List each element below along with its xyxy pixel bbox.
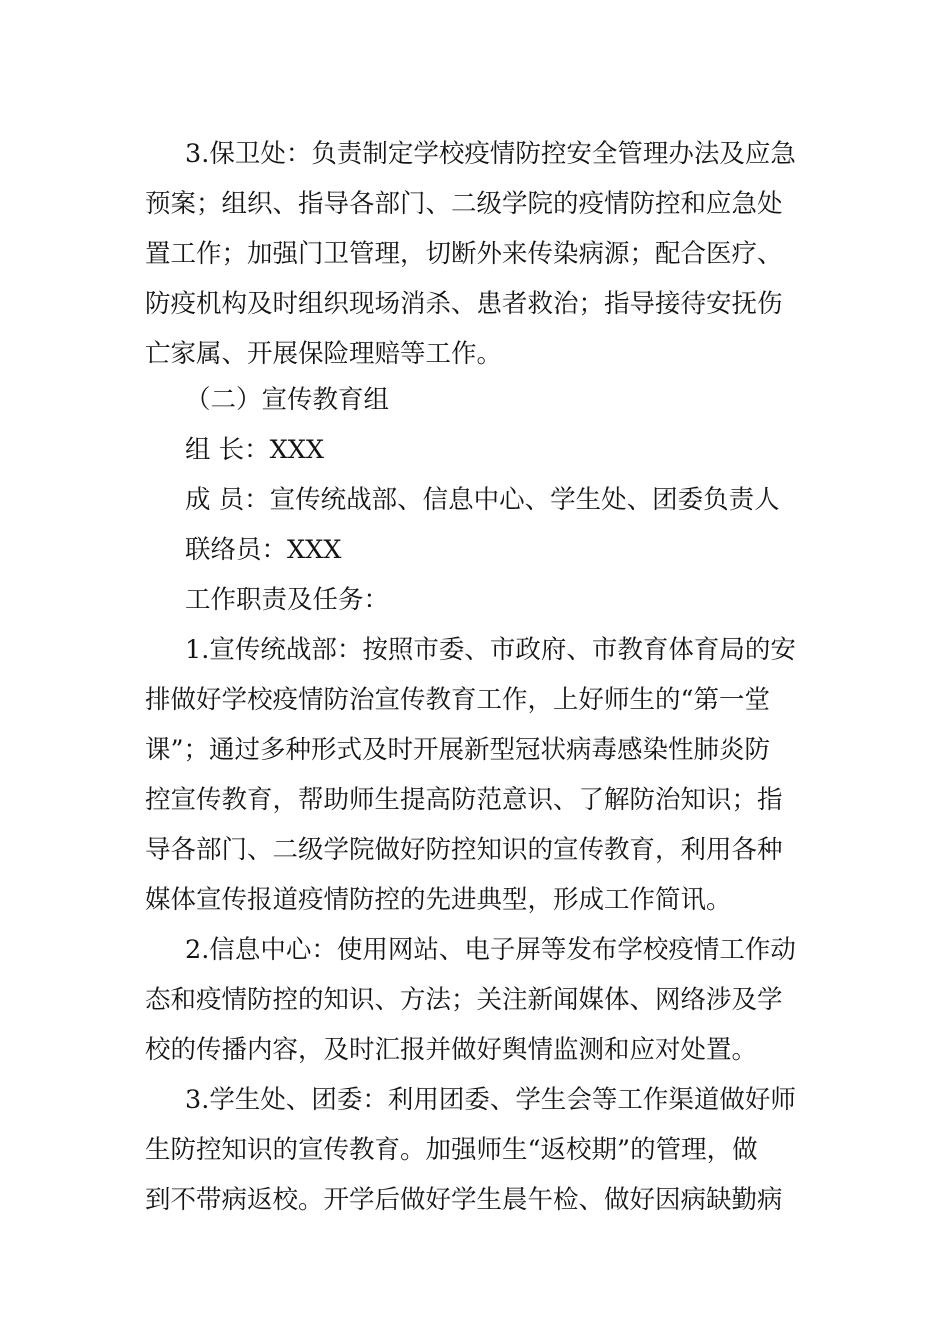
paragraph-line: 生防控知识的宣传教育。加强师生“返校期”的管理，做 xyxy=(145,1135,758,1165)
paragraph-line: 2.信息中心：使用网站、电子屏等发布学校疫情工作动 xyxy=(185,935,796,965)
paragraph-line: 校的传播内容，及时汇报并做好舆情监测和应对处置。 xyxy=(145,1035,758,1065)
paragraph-line: 到不带病返校。开学后做好学生晨午检、做好因病缺勤病 xyxy=(145,1185,783,1215)
paragraph-line: 媒体宣传报道疫情防控的先进典型，形成工作简讯。 xyxy=(145,885,732,915)
paragraph-line: 控宣传教育，帮助师生提高防范意识、了解防治知识；指 xyxy=(145,785,783,815)
paragraph-line: 防疫机构及时组织现场消杀、患者救治；指导接待安抚伤 xyxy=(145,289,783,319)
paragraph-line: 导各部门、二级学院做好防控知识的宣传教育，利用各种 xyxy=(145,835,783,865)
paragraph-line: 态和疫情防控的知识、方法；关注新闻媒体、网络涉及学 xyxy=(145,985,783,1015)
section-heading: （二）宣传教育组 xyxy=(185,385,390,415)
group-leader-line: 组 长：XXX xyxy=(185,435,325,465)
paragraph-line: 课”；通过多种形式及时开展新型冠状病毒感染性肺炎防 xyxy=(145,735,771,765)
paragraph-line: 3.保卫处：负责制定学校疫情防控安全管理办法及应急 xyxy=(185,139,796,169)
group-members-line: 成 员：宣传统战部、信息中心、学生处、团委负责人 xyxy=(185,485,780,515)
paragraph-line: 排做好学校疫情防治宣传教育工作，上好师生的“第一堂 xyxy=(145,685,771,715)
duties-heading: 工作职责及任务： xyxy=(185,585,390,615)
paragraph-line: 3.学生处、团委：利用团委、学生会等工作渠道做好师 xyxy=(185,1085,796,1115)
paragraph-line: 亡家属、开展保险理赔等工作。 xyxy=(145,339,503,369)
paragraph-line: 预案；组织、指导各部门、二级学院的疫情防控和应急处 xyxy=(145,189,783,219)
paragraph-line: 置工作；加强门卫管理，切断外来传染病源；配合医疗、 xyxy=(145,239,783,269)
liaison-line: 联络员：XXX xyxy=(185,535,342,565)
paragraph-line: 1.宣传统战部：按照市委、市政府、市教育体育局的安 xyxy=(185,635,796,665)
